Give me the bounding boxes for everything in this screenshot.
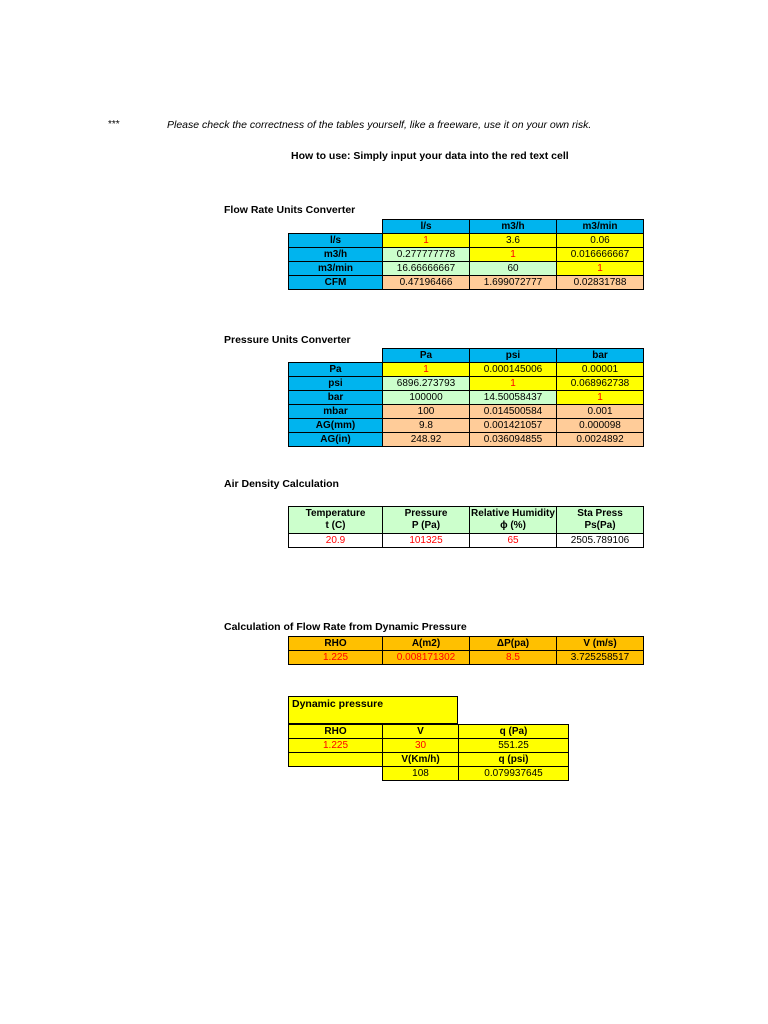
pressure-title: Pressure Units Converter xyxy=(224,334,351,346)
table-row xyxy=(289,433,644,447)
header-line: Temperature xyxy=(305,508,366,519)
column-header xyxy=(470,507,557,534)
humidity-input[interactable]: 65 xyxy=(470,534,557,548)
flow-rate-table xyxy=(288,219,644,290)
value-cell: 9.8 xyxy=(383,419,470,433)
air-density-table xyxy=(288,506,644,548)
row-header: Pa xyxy=(289,363,383,377)
row-header: m3/h xyxy=(289,248,383,262)
header-line: Pressure xyxy=(404,508,448,519)
pressure-table xyxy=(288,348,644,447)
column-header: ΔP(pa) xyxy=(470,637,557,651)
header-line: t (C) xyxy=(325,520,346,531)
temperature-input[interactable]: 20.9 xyxy=(289,534,383,548)
column-header: V (m/s) xyxy=(557,637,644,651)
column-header: RHO xyxy=(289,725,383,739)
delta-p-input[interactable]: 8.5 xyxy=(470,651,557,665)
value-cell: 0.068962738 xyxy=(557,377,644,391)
empty-cell xyxy=(289,753,383,767)
q-pa-value: 551.25 xyxy=(459,739,569,753)
row-header: mbar xyxy=(289,405,383,419)
value-cell: 100000 xyxy=(383,391,470,405)
row-header: bar xyxy=(289,391,383,405)
value-cell: 6896.273793 xyxy=(383,377,470,391)
table-header-row xyxy=(289,753,569,767)
value-cell: 0.06 xyxy=(557,234,644,248)
row-header: m3/min xyxy=(289,262,383,276)
row-header: CFM xyxy=(289,276,383,290)
column-header: V xyxy=(383,725,459,739)
value-cell: 0.036094855 xyxy=(470,433,557,447)
value-cell: 100 xyxy=(383,405,470,419)
table-row xyxy=(289,363,644,377)
table-row xyxy=(289,534,644,548)
rho-input[interactable]: 1.225 xyxy=(289,651,383,665)
value-cell: 0.0024892 xyxy=(557,433,644,447)
value-cell: 0.277777778 xyxy=(383,248,470,262)
input-cell[interactable]: 1 xyxy=(557,262,644,276)
column-header: V(Km/h) xyxy=(383,753,459,767)
dynamic-pressure-title: Dynamic pressure xyxy=(288,696,458,724)
table-row xyxy=(289,276,644,290)
area-input[interactable]: 0.008171302 xyxy=(383,651,470,665)
value-cell: 248.92 xyxy=(383,433,470,447)
pressure-input[interactable]: 101325 xyxy=(383,534,470,548)
value-cell: 14.50058437 xyxy=(470,391,557,405)
column-header xyxy=(557,507,644,534)
table-row xyxy=(289,405,644,419)
value-cell: 0.001421057 xyxy=(470,419,557,433)
table-row xyxy=(289,262,644,276)
table-header-row xyxy=(289,507,644,534)
column-header: A(m2) xyxy=(383,637,470,651)
column-header: psi xyxy=(470,349,557,363)
column-header: bar xyxy=(557,349,644,363)
row-header: AG(mm) xyxy=(289,419,383,433)
q-psi-value: 0.079937645 xyxy=(459,767,569,781)
header-line: Sta Press xyxy=(577,508,623,519)
input-cell[interactable]: 1 xyxy=(383,363,470,377)
footnote-marker: *** xyxy=(108,119,120,130)
value-cell: 16.66666667 xyxy=(383,262,470,276)
header-line: Relative Humidity xyxy=(471,508,555,519)
table-row xyxy=(289,419,644,433)
table-row xyxy=(289,234,644,248)
static-pressure-value: 2505.789106 xyxy=(557,534,644,548)
column-header: q (psi) xyxy=(459,753,569,767)
table-row xyxy=(289,391,644,405)
velocity-value: 3.725258517 xyxy=(557,651,644,665)
value-cell: 0.000098 xyxy=(557,419,644,433)
rho-input[interactable]: 1.225 xyxy=(289,739,383,753)
velocity-input[interactable]: 30 xyxy=(383,739,459,753)
row-header: l/s xyxy=(289,234,383,248)
velocity-kmh-value: 108 xyxy=(383,767,459,781)
column-header xyxy=(383,507,470,534)
table-header-row xyxy=(289,725,569,739)
empty-cell xyxy=(289,767,383,781)
value-cell: 0.000145006 xyxy=(470,363,557,377)
input-cell[interactable]: 1 xyxy=(470,377,557,391)
column-header: Pa xyxy=(383,349,470,363)
table-row xyxy=(289,248,644,262)
flow-from-dp-table xyxy=(288,636,644,665)
flow-from-dp-title: Calculation of Flow Rate from Dynamic Pressure xyxy=(224,621,467,633)
column-header: m3/min xyxy=(557,220,644,234)
air-density-title: Air Density Calculation xyxy=(224,478,339,490)
table-header-row xyxy=(289,349,644,363)
header-line: P (Pa) xyxy=(411,520,441,531)
value-cell: 0.016666667 xyxy=(557,248,644,262)
value-cell: 0.014500584 xyxy=(470,405,557,419)
value-cell: 3.6 xyxy=(470,234,557,248)
input-cell[interactable]: 1 xyxy=(383,234,470,248)
column-header: q (Pa) xyxy=(459,725,569,739)
row-header: psi xyxy=(289,377,383,391)
value-cell: 0.02831788 xyxy=(557,276,644,290)
table-row xyxy=(289,651,644,665)
row-header: AG(in) xyxy=(289,433,383,447)
table-row xyxy=(289,739,569,753)
column-header: m3/h xyxy=(470,220,557,234)
input-cell[interactable]: 1 xyxy=(557,391,644,405)
value-cell: 0.00001 xyxy=(557,363,644,377)
disclaimer-text: Please check the correctness of the tables yourself, like a freeware, use it on your own risk. xyxy=(167,119,592,131)
flow-rate-title: Flow Rate Units Converter xyxy=(224,204,356,216)
column-header xyxy=(289,507,383,534)
value-cell: 0.47196466 xyxy=(383,276,470,290)
dynamic-pressure-table xyxy=(288,724,569,781)
header-line: Ps(Pa) xyxy=(584,520,616,531)
how-to-text: How to use: Simply input your data into the red text cell xyxy=(291,150,569,162)
column-header: RHO xyxy=(289,637,383,651)
header-line: ϕ (%) xyxy=(500,520,526,531)
corner-cell xyxy=(289,349,383,363)
table-header-row xyxy=(289,220,644,234)
corner-cell xyxy=(289,220,383,234)
column-header: l/s xyxy=(383,220,470,234)
value-cell: 0.001 xyxy=(557,405,644,419)
value-cell: 60 xyxy=(470,262,557,276)
value-cell: 1.699072777 xyxy=(470,276,557,290)
table-row xyxy=(289,767,569,781)
input-cell[interactable]: 1 xyxy=(470,248,557,262)
table-header-row xyxy=(289,637,644,651)
table-row xyxy=(289,377,644,391)
